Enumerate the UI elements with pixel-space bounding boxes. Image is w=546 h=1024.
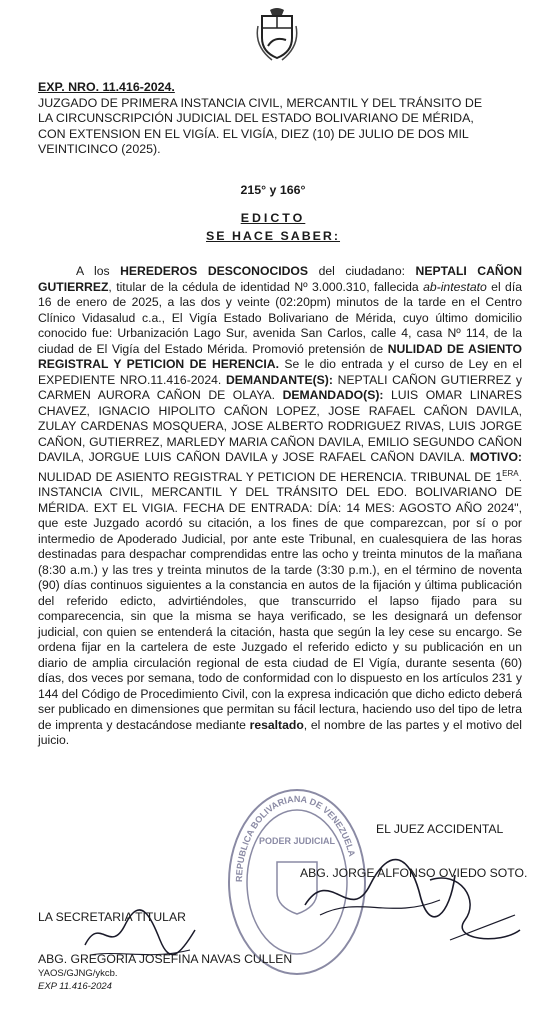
secretary-name: ABG. GREGORIA JOSEFINA NAVAS CULLEN — [38, 952, 293, 966]
judge-title: EL JUEZ ACCIDENTAL — [376, 822, 504, 836]
edict-body — [38, 264, 522, 749]
edicto-title: EDICTO — [240, 211, 306, 225]
court-name-line-3: CON EXTENSION EN EL VIGÍA. EL VIGÍA, DIEZ (10) DE JULIO DE DOS MIL — [38, 126, 469, 141]
court-name-line-1: JUZGADO DE PRIMERA INSTANCIA CIVIL, MERCANTIL Y DEL TRÁNSITO DE — [38, 95, 483, 110]
judge-name: ABG. JORGE ALFONSO OVIEDO SOTO. — [300, 866, 528, 880]
stamp-outer-text: REPUBLICA BOLIVARIANA DE VENEZUELA — [233, 794, 358, 883]
court-date-line: VEINTICINCO (2025). — [38, 142, 161, 157]
document-header — [38, 80, 522, 158]
stamp-inner-text: PODER JUDICIAL — [258, 836, 336, 846]
years-line: 215° y 166° — [240, 183, 306, 197]
footer-case-number: EXP 11.416-2024 — [38, 981, 112, 992]
case-number: EXP. NRO. 11.416-2024. — [38, 80, 175, 94]
secretary-title: LA SECRETARIA TITULAR — [38, 910, 186, 924]
coat-of-arms-emblem — [254, 6, 300, 62]
initials-line: YAOS/GJNG/ykcb. — [38, 968, 118, 979]
se-hace-saber-title: SE HACE SABER: — [205, 229, 341, 243]
court-name-line-2: LA CIRCUNSCRIPCIÓN JUDICIAL DEL ESTADO BOLIVARIANO DE MÉRIDA, — [38, 111, 474, 126]
edict-paragraph: A los HEREDEROS DESCONOCIDOS del ciudadano: NEPTALI CAÑON GUTIERREZ, titular de la cédula de identidad Nº 3.000.310, fallecida ab-intestato el día 16 de enero de 2025, a las dos y veinte (02:20pm) minutos de la tarde en el Centro Clínico Vidasalud c.a., El Vigía Estado Bolivariano de Mérida, cuyo último domicilio conocido fue: Urbanización Lago Sur, avenida San Carlos, calle 4, casa Nº 114, de la ciudad de El Vigía del Estado Mérida. Promovió pretensión de NULIDAD DE ASIENTO REGISTRAL Y PETICION DE HERENCIA. Se le dio entrada y el curso de Ley en el EXPEDIENTE NRO.11.416-2024. DEMANDANTE(S): NEPTALI CAÑON GUTIERREZ y CARMEN AURORA CAÑON DE OLAYA. DEMANDADO(S): LUIS OMAR LINARES CHAVEZ, IGNACIO HIPOLITO CAÑON LOPEZ, JOSE RAFAEL CAÑON DAVILA, ZULAY CARDENAS MOSQUERA, JOSE ALBERTO RODRIGUEZ RIVAS, LUIS JORGE CAÑON, GUTIERREZ, MARLEDY MARIA CAÑON DAVILA, EMILIO SEGUNDO CAÑON DAVILA, JORGUE LUIS CAÑON DAVILA y JOSE RAFAEL CAÑON DAVILA. MOTIVO: NULIDAD DE ASIENTO REGISTRAL Y PETICION DE HERENCIA. TRIBUNAL DE $1^{ERA}$. INSTANCIA CIVIL, MERCANTIL Y DEL TRÁNSITO DEL EDO. BOLIVARIANO DE MÉRIDA. EXT EL VIGIA. FECHA DE ENTRADA: DÍA: 14 MES: AGOSTO AÑO 2024", que este Juzgado acordó su citación, a los fines de que comparezcan, por sí o por intermedio de Apoderado Judicial, por ante este Tribunal, en cualesquiera de las horas destinadas para despachar comprendidas entre las ocho y treinta minutos de la mañana (8:30 a.m.) y las tres y treinta minutos de la tarde (3:30 p.m.), en el término de noventa (90) días continuos siguientes a la constancia en autos de la fijación y última publicación del referido edicto, advirtiéndoles, que transcurrido el lapso fijado para su comparecencia, sin que la misma se haya verificado, se les designará un defensor judicial, con quien se entenderá la citación, hasta que según la ley cese su encargo. Se ordena fijar en la cartelera de este Juzgado el referido edicto y su publicación en un diario de amplia circulación regional de esta ciudad de El Vigía, durante sesenta (60) días, dos veces por semana, todo de conformidad con lo dispuesto en los artículos 231 y 144 del Código de Procedimiento Civil, con la expresa indicación que dicho edicto deberá ser publicado en dimensiones que permitan su fácil lectura, haciendo uso del tipo de letra de imprenta y destacándose mediante resaltado, el nombre de las partes y el motivo del juicio. — [38, 264, 522, 748]
